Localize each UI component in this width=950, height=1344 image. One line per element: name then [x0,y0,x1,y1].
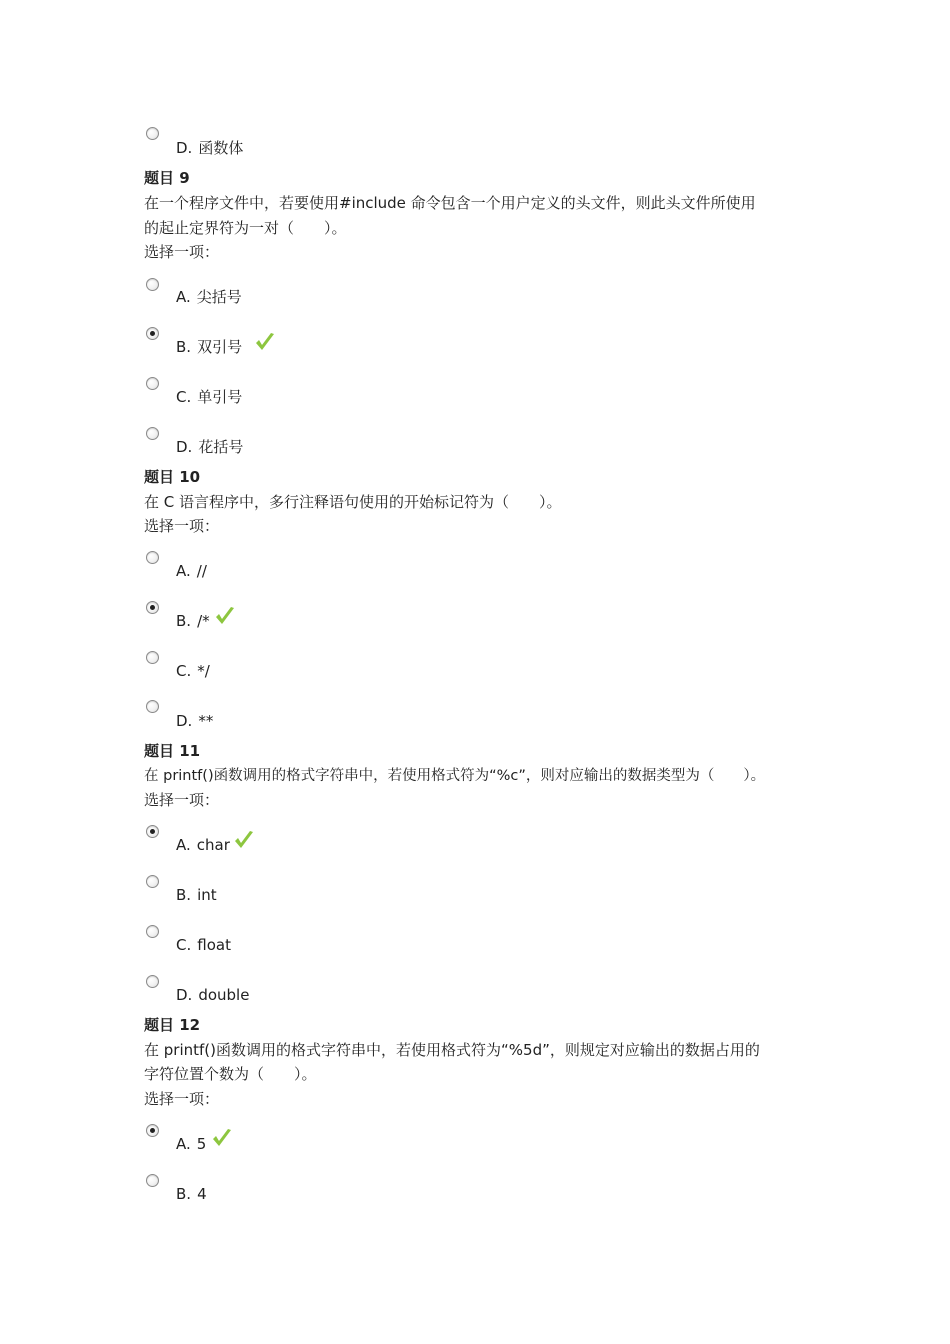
q12-option-a[interactable] [176,1134,206,1154]
option-letter: B. [176,612,192,630]
question-12-title: 题目 12 [144,1016,201,1034]
q11-option-c-radio[interactable] [146,925,159,938]
option-letter: D. [176,139,193,157]
option-text: char [196,836,230,854]
q10-option-a-radio[interactable] [146,551,159,564]
option-letter: C. [176,388,192,406]
question-9-text-line1: 在一个程序文件中，若要使用#include 命令包含一个用户定义的头文件，则此头文件所使用 [144,194,756,212]
question-9-text-line2: 的起止定界符为一对（ ）。 [144,219,347,237]
q9-option-d[interactable] [176,437,243,457]
option-letter: A. [176,1135,191,1153]
q11-option-d[interactable] [176,985,249,1005]
q9-option-d-radio[interactable] [146,427,159,440]
question-10-text-line1: 在 C 语言程序中，多行注释语句使用的开始标记符为（ ）。 [144,493,562,511]
option-letter: A. [176,288,191,306]
option-text: double [198,986,250,1004]
question-10-title: 题目 10 [144,468,201,486]
option-letter: C. [176,662,192,680]
question-11-prompt: 选择一项： [144,791,220,809]
option-text: // [196,562,207,580]
q10-option-b[interactable] [176,611,210,631]
q8-option-d[interactable] [176,138,243,158]
q11-option-a-radio[interactable] [146,825,159,838]
checkmark-icon [254,331,276,353]
option-text: 双引号 [197,338,243,356]
question-12-text-line2: 字符位置个数为（ ）。 [144,1065,317,1083]
checkmark-icon [211,1127,233,1149]
option-letter: A. [176,562,191,580]
q11-option-b-radio[interactable] [146,875,159,888]
option-letter: D. [176,712,193,730]
q11-option-a[interactable] [176,835,230,855]
option-text: 4 [197,1185,207,1203]
question-12-text-line1: 在 printf()函数调用的格式字符串中，若使用格式符为“%5d”，则规定对应输出的数据占用的 [144,1041,760,1059]
q11-option-d-radio[interactable] [146,975,159,988]
q10-option-b-radio[interactable] [146,601,159,614]
q10-option-d-radio[interactable] [146,700,159,713]
q10-option-a[interactable] [176,561,207,581]
option-text: ** [198,712,214,730]
q9-option-c[interactable] [176,387,242,407]
option-letter: B. [176,886,192,904]
option-letter: D. [176,986,193,1004]
question-10-prompt: 选择一项： [144,517,220,535]
q12-option-b[interactable] [176,1184,207,1204]
q12-option-b-radio[interactable] [146,1174,159,1187]
option-text: 尖括号 [196,288,242,306]
q11-option-b[interactable] [176,885,217,905]
question-11-title: 题目 11 [144,742,201,760]
option-letter: B. [176,338,192,356]
option-text: 单引号 [197,388,243,406]
option-letter: D. [176,438,193,456]
checkmark-icon [214,605,236,627]
question-11-text-line1: 在 printf()函数调用的格式字符串中，若使用格式符为“%c”，则对应输出的数据类型为（ ）。 [144,768,766,784]
option-text: /* [197,612,210,630]
q10-option-d[interactable] [176,711,213,731]
option-text: float [197,936,231,954]
q10-option-c-radio[interactable] [146,651,159,664]
question-12-prompt: 选择一项： [144,1090,220,1108]
q9-option-a-radio[interactable] [146,278,159,291]
option-text: int [197,886,217,904]
checkmark-icon [233,829,255,851]
q9-option-b-radio[interactable] [146,327,159,340]
question-9-title: 题目 9 [144,169,190,187]
q9-option-c-radio[interactable] [146,377,159,390]
q9-option-a[interactable] [176,287,242,307]
question-9-prompt: 选择一项： [144,243,220,261]
option-letter: C. [176,936,192,954]
option-text: 5 [196,1135,207,1153]
q10-option-c[interactable] [176,661,210,681]
q12-option-a-radio[interactable] [146,1124,159,1137]
option-text: 函数体 [198,139,244,157]
option-letter: A. [176,836,191,854]
q9-option-b[interactable] [176,337,242,357]
option-text: 花括号 [198,438,244,456]
option-letter: B. [176,1185,192,1203]
q11-option-c[interactable] [176,935,231,955]
option-text: */ [197,662,210,680]
q8-option-d-radio[interactable] [146,127,159,140]
